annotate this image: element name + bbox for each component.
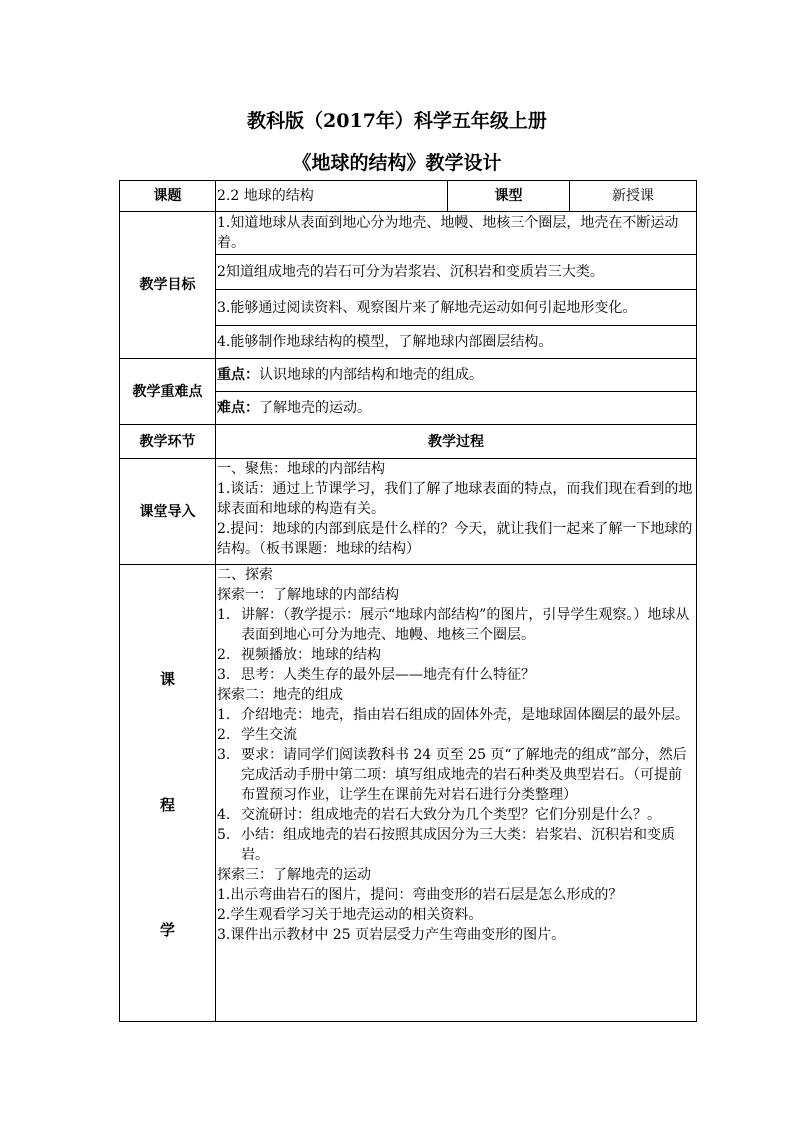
keypoint-row-1 xyxy=(120,359,697,392)
difficulty-text: 了解地壳的运动。 xyxy=(259,400,371,416)
type-label: 课型 xyxy=(448,181,570,212)
section-heading: 二、探索 xyxy=(217,567,273,583)
intro-content xyxy=(216,459,697,565)
focus-text: 认识地球的内部结构和地壳的组成。 xyxy=(259,367,483,383)
list-item: 3. 思考：人类生存的最外层——地壳有什么特征？ xyxy=(217,667,535,683)
focus-cell xyxy=(216,359,697,392)
lesson-plan-table xyxy=(119,180,697,1022)
objectives-label: 教学目标 xyxy=(120,212,216,359)
objective-item: 1.知道地球从表面到地心分为地壳、地幔、地核三个圈层，地壳在不断运动着。 xyxy=(216,212,697,255)
list-item: 1. 讲解：（教学提示：展示“地球内部结构”的图片，引导学生观察。）地球从表面到地心可分为地壳、地幔、地核三个圈层。 xyxy=(217,607,690,643)
topic-row xyxy=(120,181,697,212)
difficulty-cell xyxy=(216,392,697,425)
list-item: 5. 小结：组成地壳的岩石按照其成因分为三大类：岩浆岩、沉积岩和变质岩。 xyxy=(217,827,675,863)
process-label xyxy=(120,565,216,1022)
explore-line: 1.出示弯曲岩石的图片，提问：弯曲变形的岩石层是怎么形成的？ xyxy=(217,887,623,903)
intro-line: 1.谈话：通过上节课学习，我们了解了地球表面的特点，而我们现在看到的地球表面和地球的构造有关。 xyxy=(217,481,693,517)
list-item: 3. 要求：请同学们阅读教科书 24 页至 25 页“了解地壳的组成”部分，然后完成活动手册中第二项：填写组成地壳的岩石种类及典型岩石。（可提前布置预习作业，让学生在课前先对岩石进行分类整理） xyxy=(217,747,687,803)
process-label-char: 课 xyxy=(159,670,175,688)
explore-line: 3.课件出示教材中 25 页岩层受力产生弯曲变形的图片。 xyxy=(217,927,566,943)
explore-title: 探索一：了解地球的内部结构 xyxy=(217,587,399,603)
explore-line: 2.学生观看学习关于地壳运动的相关资料。 xyxy=(217,907,483,923)
type-value: 新授课 xyxy=(570,181,697,212)
intro-row xyxy=(120,459,697,565)
focus-key: 重点： xyxy=(217,367,259,383)
difficulty-key: 难点： xyxy=(217,400,259,416)
process-row xyxy=(120,565,697,1022)
explore-title: 探索二：地壳的组成 xyxy=(217,687,343,703)
explore-title: 探索三：了解地壳的运动 xyxy=(217,867,371,883)
topic-label: 课题 xyxy=(120,181,216,212)
list-item: 2. 学生交流 xyxy=(217,727,297,743)
intro-label: 课堂导入 xyxy=(120,459,216,565)
list-item: 2. 视频播放：地球的结构 xyxy=(217,647,381,663)
intro-line: 一、聚焦：地球的内部结构 xyxy=(217,461,385,477)
objective-item: 2知道组成地壳的岩石可分为岩浆岩、沉积岩和变质岩三大类。 xyxy=(216,255,697,290)
objective-item: 4.能够制作地球结构的模型，了解地球内部圈层结构。 xyxy=(216,326,697,359)
key-points-label: 教学重难点 xyxy=(120,359,216,425)
objective-item: 3.能够通过阅读资料、观察图片来了解地壳运动如何引起地形变化。 xyxy=(216,290,697,326)
process-label-char: 程 xyxy=(159,796,175,814)
process-content xyxy=(216,565,697,1022)
topic-value: 2.2 地球的结构 xyxy=(216,181,448,212)
list-item: 4. 交流研讨：组成地壳的岩石大致分为几个类型？它们分别是什么？。 xyxy=(217,807,661,823)
intro-line: 2.提问：地球的内部到底是什么样的？今天，就让我们一起来了解一下地球的结构。（板书课题：地球的结构） xyxy=(217,521,693,557)
process-header: 教学过程 xyxy=(216,425,697,459)
document-title: 教科版（2017年）科学五年级上册 xyxy=(247,110,547,132)
header-row xyxy=(120,425,697,459)
process-label-char: 学 xyxy=(159,921,175,939)
list-item: 1. 介绍地壳：地壳，指由岩石组成的固体外壳，是地球固体圈层的最外层。 xyxy=(217,707,689,723)
document-subtitle: 《地球的结构》教学设计 xyxy=(292,152,502,174)
objective-row-1 xyxy=(120,212,697,255)
stage-header: 教学环节 xyxy=(120,425,216,459)
